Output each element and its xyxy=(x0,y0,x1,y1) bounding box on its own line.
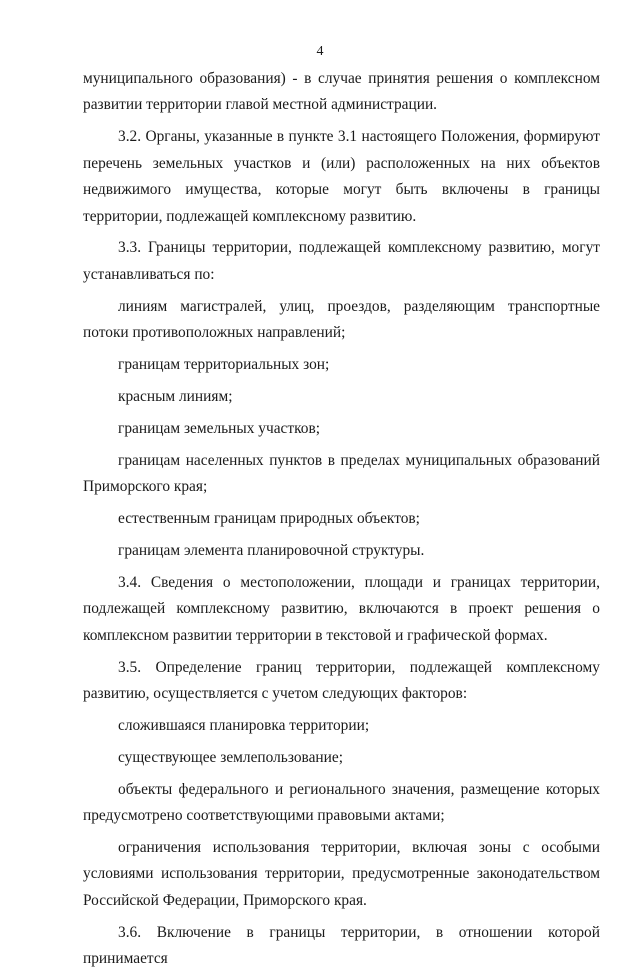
page-number: 4 xyxy=(316,44,324,59)
list-item-land-use: существующее землепользование; xyxy=(118,748,343,766)
paragraph-3-3: 3.3. Границы территории, подлежащей комплексному развитию, могут устанавливаться по: xyxy=(83,239,600,283)
list-item-restrictions: ограничения использования территории, включая зоны с особыми условиями использования территории, предусмотренные законодательством Российской Федерации, Приморского края. xyxy=(83,839,600,909)
document-body xyxy=(83,66,600,978)
list-item-existing-layout: сложившаяся планировка территории; xyxy=(118,716,370,734)
paragraph-3-5: 3.5. Определение границ территории, подлежащей комплексному развитию, осуществляется с учетом следующих факторов: xyxy=(83,658,600,703)
list-item-highways: линиям магистралей, улиц, проездов, разделяющим транспортные потоки противоположных направлений; xyxy=(83,297,600,342)
list-item-red-lines: красным линиям; xyxy=(118,387,233,405)
list-item-planning-structure: границам элемента планировочной структуры. xyxy=(118,542,425,559)
paragraph-3-2: 3.2. Органы, указанные в пункте 3.1 настоящего Положения, формируют перечень земельных участков и (или) расположенных на них объектов недвижимого имущества, которые могут быть включены в границы территории, подлежащей комплексному развитию. xyxy=(83,128,600,225)
list-item-natural-objects: естественным границам природных объектов; xyxy=(118,510,420,528)
list-item-settlements: границам населенных пунктов в пределах муниципальных образований Приморского края; xyxy=(83,451,600,496)
list-item-federal-objects: объекты федерального и регионального значения, размещение которых предусмотрено соответствующими правовыми актами; xyxy=(83,780,600,825)
paragraph-continuation: муниципального образования) - в случае принятия решения о комплексном развитии территории главой местной администрации. xyxy=(83,70,600,114)
paragraph-3-6: 3.6. Включение в границы территории, в отношении которой принимается xyxy=(83,923,600,968)
paragraph-3-4: 3.4. Сведения о местоположении, площади и границах территории, подлежащей комплексному развитию, включаются в проект решения о комплексном развитии территории в текстовой и графической формах. xyxy=(83,573,600,644)
list-item-land-plots: границам земельных участков; xyxy=(118,419,321,437)
list-item-territorial-zones: границам территориальных зон; xyxy=(118,356,330,374)
